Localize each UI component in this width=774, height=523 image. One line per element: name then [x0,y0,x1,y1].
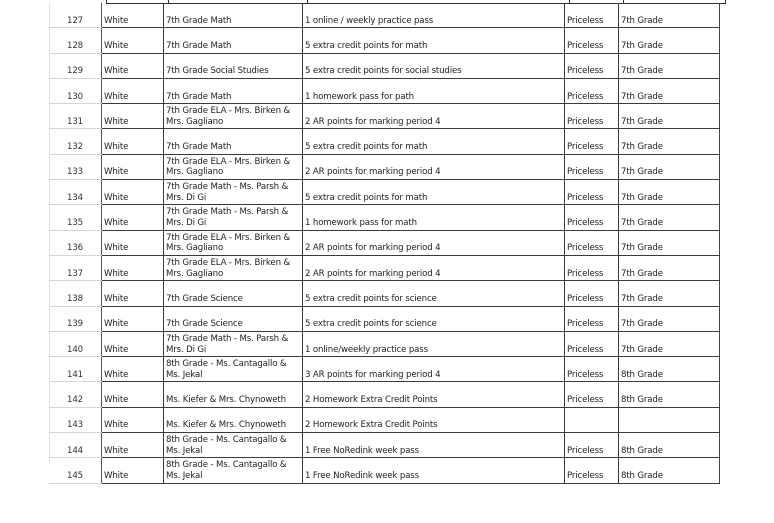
row-id-cell[interactable]: 137 [49,255,102,280]
table-row [49,230,720,255]
row-id-cell[interactable]: 132 [49,129,102,154]
table-row [49,53,720,78]
color-cell[interactable]: White [102,255,164,280]
color-cell[interactable]: White [102,3,164,28]
teacher-cell[interactable]: 7th Grade Social Studies [164,53,303,78]
color-cell[interactable]: White [102,154,164,179]
color-cell[interactable]: White [102,357,164,382]
reward-cell[interactable]: 5 extra credit points for math [303,180,565,205]
grade-cell[interactable]: 7th Grade [619,104,720,129]
cost-cell[interactable]: Priceless [565,230,619,255]
row-id-cell[interactable]: 138 [49,281,102,306]
grade-cell[interactable]: 8th Grade [619,357,720,382]
teacher-cell[interactable]: 7th Grade Science [164,306,303,331]
column-divider [725,0,726,3]
grade-cell[interactable]: 8th Grade [619,382,720,407]
row-id-cell[interactable]: 131 [49,104,102,129]
grade-cell[interactable]: 7th Grade [619,230,720,255]
teacher-cell[interactable]: 7th Grade ELA - Mrs. Birken & Mrs. Gagliano [164,255,303,280]
cost-cell[interactable]: Priceless [565,180,619,205]
row-id-cell[interactable]: 129 [49,53,102,78]
reward-cell[interactable]: 3 AR points for marking period 4 [303,357,565,382]
reward-cell[interactable]: 1 online / weekly practice pass [303,3,565,28]
reward-cell[interactable]: 5 extra credit points for math [303,129,565,154]
row-id-cell[interactable]: 136 [49,230,102,255]
cost-cell[interactable]: Priceless [565,255,619,280]
teacher-cell[interactable]: 8th Grade - Ms. Cantagallo & Ms. Jekal [164,357,303,382]
color-cell[interactable]: White [102,331,164,356]
grade-cell[interactable]: 7th Grade [619,205,720,230]
teacher-cell[interactable]: 7th Grade Science [164,281,303,306]
reward-cell[interactable]: 5 extra credit points for math [303,28,565,53]
grade-cell[interactable]: 7th Grade [619,154,720,179]
grade-cell[interactable]: 7th Grade [619,306,720,331]
grade-cell[interactable]: 7th Grade [619,281,720,306]
teacher-cell[interactable]: 7th Grade ELA - Mrs. Birken & Mrs. Gagliano [164,230,303,255]
cost-cell[interactable]: Priceless [565,306,619,331]
color-cell[interactable]: White [102,205,164,230]
table-row [49,357,720,382]
teacher-cell[interactable]: 7th Grade Math - Ms. Parsh & Mrs. Di Gi [164,331,303,356]
cost-cell[interactable]: Priceless [565,129,619,154]
cost-cell[interactable]: Priceless [565,433,619,458]
cost-cell[interactable]: Priceless [565,3,619,28]
grade-cell[interactable]: 8th Grade [619,458,720,483]
grade-cell[interactable]: 7th Grade [619,129,720,154]
color-cell[interactable]: White [102,129,164,154]
table-row [49,78,720,103]
row-id-cell[interactable]: 140 [49,331,102,356]
color-cell[interactable]: White [102,28,164,53]
table-row [49,407,720,432]
teacher-cell[interactable]: Ms. Kiefer & Mrs. Chynoweth [164,407,303,432]
cost-cell[interactable] [565,407,619,432]
teacher-cell[interactable]: 8th Grade - Ms. Cantagallo & Ms. Jekal [164,433,303,458]
cost-cell[interactable]: Priceless [565,53,619,78]
reward-cell[interactable]: 1 homework pass for math [303,205,565,230]
reward-cell[interactable]: 2 AR points for marking period 4 [303,255,565,280]
row-id-cell[interactable]: 130 [49,78,102,103]
row-id-cell[interactable]: 128 [49,28,102,53]
reward-cell[interactable]: 2 AR points for marking period 4 [303,154,565,179]
teacher-cell[interactable]: 7th Grade Math [164,78,303,103]
teacher-cell[interactable]: 7th Grade Math - Ms. Parsh & Mrs. Di Gi [164,180,303,205]
table-row [49,306,720,331]
grade-cell[interactable] [619,407,720,432]
color-cell[interactable]: White [102,230,164,255]
table-row [49,205,720,230]
cost-cell[interactable]: Priceless [565,28,619,53]
reward-cell[interactable]: 5 extra credit points for science [303,281,565,306]
cost-cell[interactable]: Priceless [565,78,619,103]
row-id-cell[interactable]: 135 [49,205,102,230]
row-id-cell[interactable]: 139 [49,306,102,331]
color-cell[interactable]: White [102,382,164,407]
reward-cell[interactable]: 1 homework pass for path [303,78,565,103]
reward-cell[interactable]: 5 extra credit points for social studies [303,53,565,78]
color-cell[interactable]: White [102,281,164,306]
reward-cell[interactable]: 2 Homework Extra Credit Points [303,407,565,432]
cost-cell[interactable]: Priceless [565,382,619,407]
row-id-cell[interactable]: 145 [49,458,102,483]
row-id-cell[interactable]: 127 [49,3,102,28]
teacher-cell[interactable]: 7th Grade Math [164,3,303,28]
reward-cell[interactable]: 2 AR points for marking period 4 [303,104,565,129]
grade-cell[interactable]: 7th Grade [619,255,720,280]
row-id-cell[interactable]: 133 [49,154,102,179]
table-row [49,382,720,407]
table-row [49,129,720,154]
cost-cell[interactable]: Priceless [565,205,619,230]
reward-cell[interactable]: 1 online/weekly practice pass [303,331,565,356]
color-cell[interactable]: White [102,458,164,483]
reward-cell[interactable]: 5 extra credit points for science [303,306,565,331]
rewards-table [49,3,720,484]
row-id-cell[interactable]: 144 [49,433,102,458]
cost-cell[interactable]: Priceless [565,281,619,306]
teacher-cell[interactable]: 7th Grade Math [164,129,303,154]
teacher-cell[interactable]: 8th Grade - Ms. Cantagallo & Ms. Jekal [164,458,303,483]
color-cell[interactable]: White [102,306,164,331]
row-id-cell[interactable]: 141 [49,357,102,382]
reward-cell[interactable]: 1 Free NoRedink week pass [303,433,565,458]
color-cell[interactable]: White [102,53,164,78]
grade-cell[interactable]: 7th Grade [619,331,720,356]
color-cell[interactable]: White [102,407,164,432]
table-row [49,331,720,356]
table-row [49,433,720,458]
color-cell[interactable]: White [102,180,164,205]
reward-cell[interactable]: 2 Homework Extra Credit Points [303,382,565,407]
cost-cell[interactable]: Priceless [565,357,619,382]
teacher-cell[interactable]: Ms. Kiefer & Mrs. Chynoweth [164,382,303,407]
cost-cell[interactable]: Priceless [565,154,619,179]
table-row [49,255,720,280]
table-row [49,3,720,28]
grade-cell[interactable]: 7th Grade [619,53,720,78]
table-row [49,458,720,483]
teacher-cell[interactable]: 7th Grade Math - Ms. Parsh & Mrs. Di Gi [164,205,303,230]
grade-cell[interactable]: 7th Grade [619,180,720,205]
row-id-cell[interactable]: 143 [49,407,102,432]
rewards-table-body [49,3,720,483]
table-row [49,281,720,306]
reward-cell[interactable]: 2 AR points for marking period 4 [303,230,565,255]
grade-cell[interactable]: 7th Grade [619,78,720,103]
grade-cell[interactable]: 8th Grade [619,433,720,458]
table-row [49,180,720,205]
cost-cell[interactable]: Priceless [565,458,619,483]
row-id-cell[interactable]: 134 [49,180,102,205]
table-row [49,154,720,179]
grade-cell[interactable]: 7th Grade [619,28,720,53]
teacher-cell[interactable]: 7th Grade ELA - Mrs. Birken & Mrs. Gagliano [164,104,303,129]
table-row [49,28,720,53]
color-cell[interactable]: White [102,104,164,129]
color-cell[interactable]: White [102,78,164,103]
cost-cell[interactable]: Priceless [565,104,619,129]
grade-cell[interactable]: 7th Grade [619,3,720,28]
reward-cell[interactable]: 1 Free NoRedink week pass [303,458,565,483]
cost-cell[interactable]: Priceless [565,331,619,356]
teacher-cell[interactable]: 7th Grade Math [164,28,303,53]
color-cell[interactable]: White [102,433,164,458]
row-id-cell[interactable]: 142 [49,382,102,407]
teacher-cell[interactable]: 7th Grade ELA - Mrs. Birken & Mrs. Gagliano [164,154,303,179]
table-row [49,104,720,129]
